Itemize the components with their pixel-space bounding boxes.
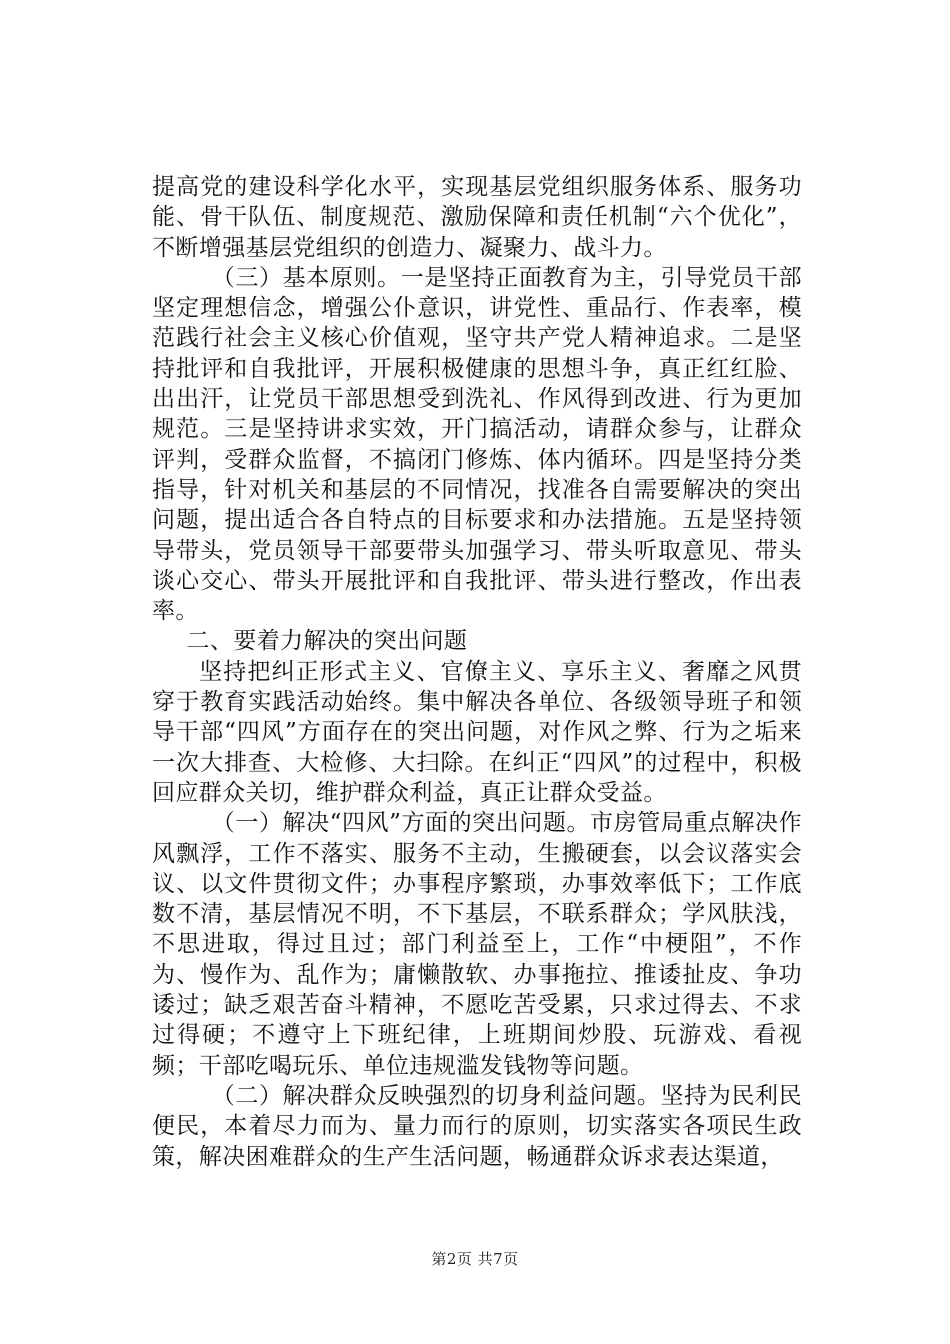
document-body xyxy=(152,172,802,1172)
paragraph-four-winds: （一）解决“四风”方面的突出问题。市房管局重点解决作风飘浮，工作不落实、服务不主动，生搬硬套，以会议落实会议、以文件贯彻文件；办事程序繁琐，办事效率低下；工作底数不清，基层情况不明，不下基层，不联系群众；学风肤浅，不思进取，得过且过；部门利益至上，工作“中梗阻”，不作为、慢作为、乱作为；庸懒散软、办事拖拉、推诿扯皮、争功诿过；缺乏艰苦奋斗精神，不愿吃苦受累，只求过得去、不求过得硬；不遵守上下班纪律，上班期间炒股、玩游戏、看视频；干部吃喝玩乐、单位违规滥发钱物等问题。 xyxy=(152,810,802,1079)
paragraph-continuation: 提高党的建设科学化水平，实现基层党组织服务体系、服务功能、骨干队伍、制度规范、激励保障和责任机制“六个优化”，不断增强基层党组织的创造力、凝聚力、战斗力。 xyxy=(152,174,802,261)
paragraph-basic-principles: （三）基本原则。一是坚持正面教育为主，引导党员干部坚定理想信念，增强公仆意识，讲党性、重品行、作表率，模范践行社会主义核心价值观，坚守共产党人精神追求。二是坚持批评和自我批评，开展积极健康的思想斗争，真正红红脸、出出汗，让党员干部思想受到洗礼、作风得到改进、行为更加规范。三是坚持讲求实效，开门搞活动，请群众参与，让群众评判，受群众监督，不搞闭门修炼、体内循环。四是坚持分类指导，针对机关和基层的不同情况，找准各自需要解决的突出问题，提出适合各自特点的目标要求和办法措施。五是坚持领导带头，党员领导干部要带头加强学习、带头听取意见、带头谈心交心、带头开展批评和自我批评、带头进行整改，作出表率。 xyxy=(152,264,802,625)
page-footer xyxy=(0,1248,950,1269)
paragraph-section-intro: 坚持把纠正形式主义、官僚主义、享乐主义、奢靡之风贯穿于教育实践活动始终。集中解决各单位、各级领导班子和领导干部“四风”方面存在的突出问题，对作风之弊、行为之垢来一次大排查、大检修、大扫除。在纠正“四风”的过程中，积极回应群众关切，维护群众利益，真正让群众受益。 xyxy=(152,658,802,806)
page-number-label: 第2页 共7页 xyxy=(431,1250,519,1268)
section-heading: 二、要着力解决的突出问题 xyxy=(186,628,468,655)
paragraph-public-interest: （二）解决群众反映强烈的切身利益问题。坚持为民利民便民，本着尽力而为、量力而行的原则，切实落实各项民生政策，解决困难群众的生产生活问题，畅通群众诉求表达渠道， xyxy=(152,1082,802,1170)
